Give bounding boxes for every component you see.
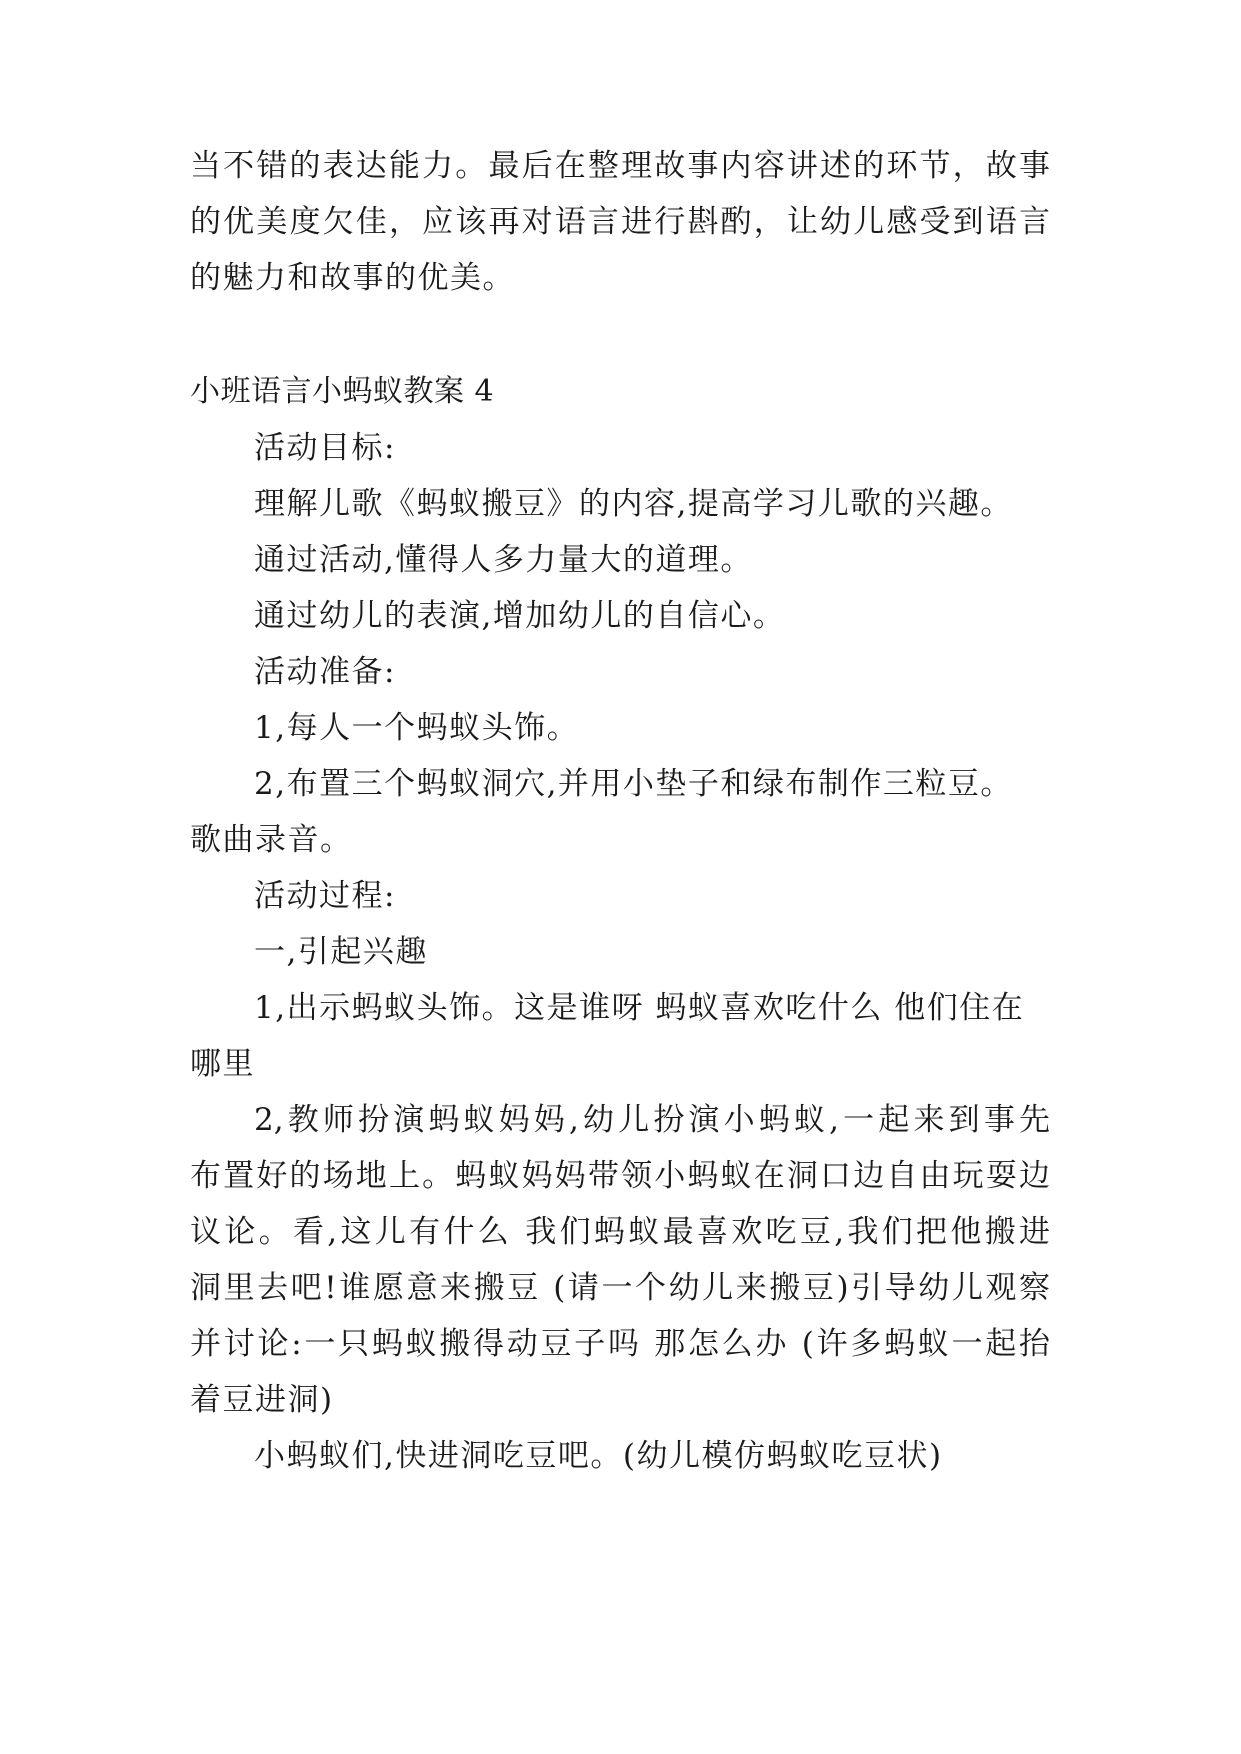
closing-line: 小蚂蚁们,快进洞吃豆吧。(幼儿模仿蚂蚁吃豆状) <box>254 1438 943 1474</box>
intro-line-3: 的魅力和故事的优美。 <box>190 260 515 296</box>
process-heading: 活动过程: <box>254 878 396 914</box>
goal-item-2: 通过活动,懂得人多力量大的道理。 <box>254 542 753 578</box>
goal-item-1: 理解儿歌《蚂蚁搬豆》的内容,提高学习儿歌的兴趣。 <box>254 486 1013 522</box>
goals-heading: 活动目标: <box>254 430 396 466</box>
step-heading: 一,引起兴趣 <box>254 934 428 970</box>
goal-item-3: 通过幼儿的表演,增加幼儿的自信心。 <box>254 598 786 634</box>
step-2-line-3: 议论。看,这儿有什么 我们蚂蚁最喜欢吃豆,我们把他搬进 <box>190 1214 1050 1250</box>
step-2-line-6: 着豆进洞) <box>190 1382 334 1418</box>
intro-line-2: 的优美度欠佳，应该再对语言进行斟酌，让幼儿感受到语言 <box>190 204 1050 240</box>
prep-heading: 活动准备: <box>254 654 396 690</box>
step-2-line-2: 布置好的场地上。蚂蚁妈妈带领小蚂蚁在洞口边自由玩耍边 <box>190 1158 1050 1194</box>
prep-item-2-line-2: 歌曲录音。 <box>190 822 353 858</box>
step-1-line-2: 哪里 <box>190 1046 255 1082</box>
step-2-line-4: 洞里去吧!谁愿意来搬豆 (请一个幼儿来搬豆)引导幼儿观察 <box>190 1270 1050 1306</box>
step-2-line-1: 2,教师扮演蚂蚁妈妈,幼儿扮演小蚂蚁,一起来到事先 <box>254 1102 1050 1138</box>
prep-item-2-line-1: 2,布置三个蚂蚁洞穴,并用小垫子和绿布制作三粒豆。 <box>254 766 1013 802</box>
step-2-line-5: 并讨论:一只蚂蚁搬得动豆子吗 那怎么办 (许多蚂蚁一起抬 <box>190 1326 1050 1362</box>
section-title: 小班语言小蚂蚁教案 4 <box>190 374 495 409</box>
step-1-line-1: 1,出示蚂蚁头饰。这是谁呀 蚂蚁喜欢吃什么 他们住在 <box>254 990 1025 1026</box>
intro-line-1: 当不错的表达能力。最后在整理故事内容讲述的环节，故事 <box>190 148 1050 184</box>
prep-item-1: 1,每人一个蚂蚁头饰。 <box>254 710 580 746</box>
